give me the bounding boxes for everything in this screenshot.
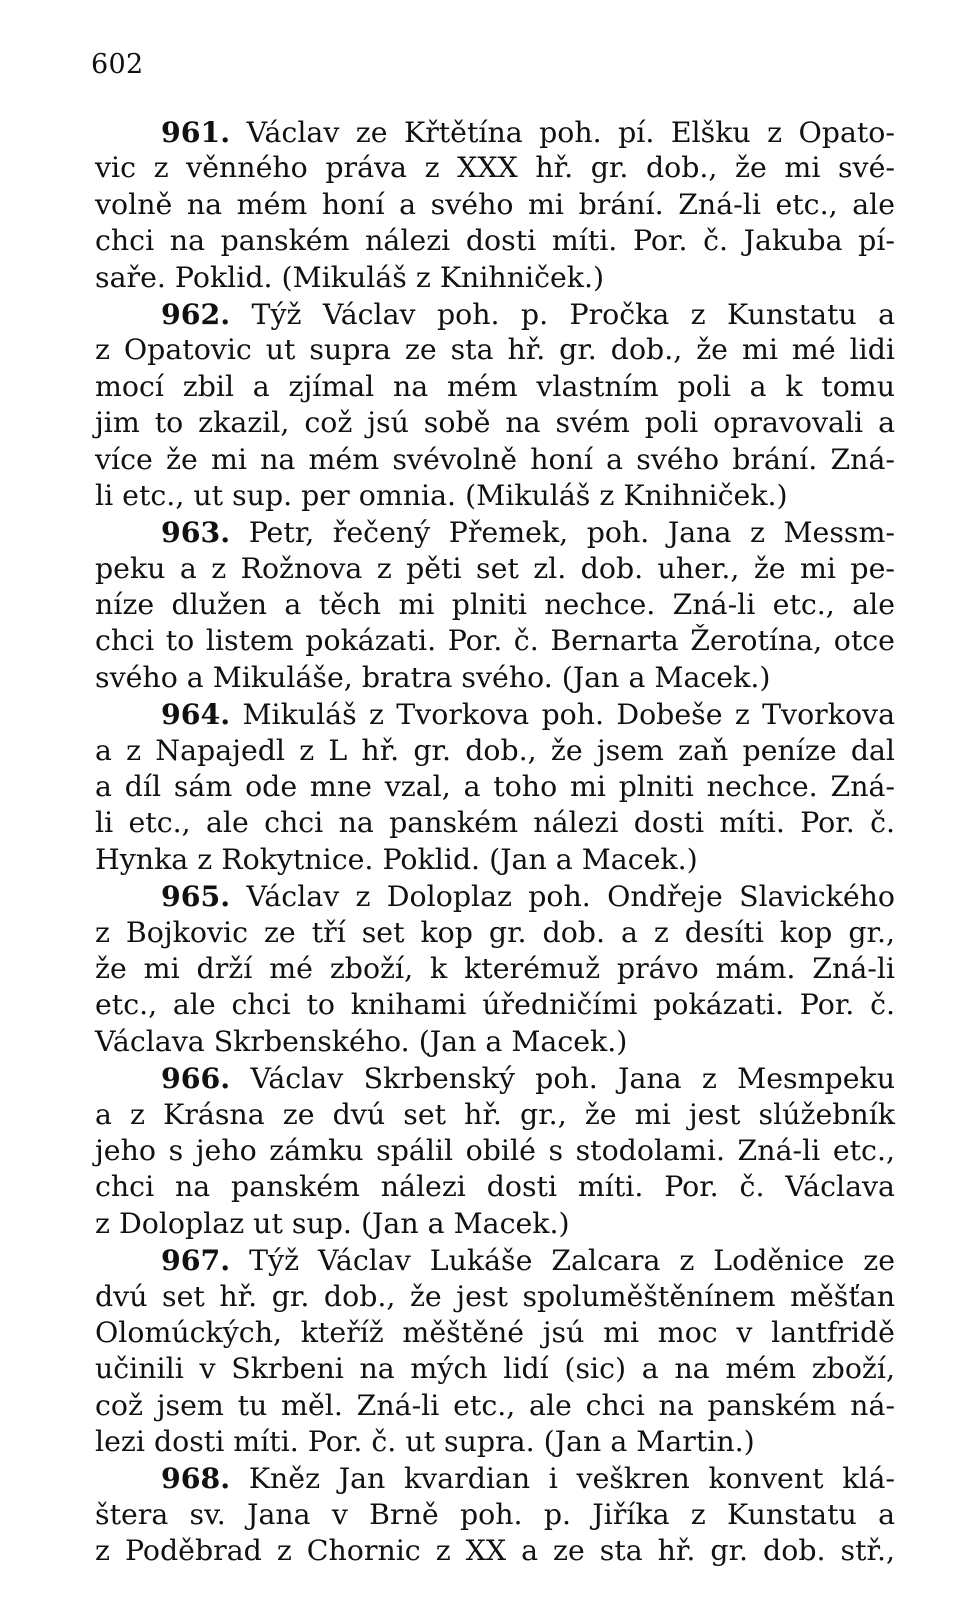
entry-number: 962.	[161, 296, 231, 331]
entry-line: volně na mém honí a svého mi brání. Zná-li etc., ale	[95, 187, 895, 221]
entry-line: učinili v Skrbeni na mých lidí (sic) a na mém zboží,	[95, 1352, 895, 1386]
entry-number: 964.	[161, 697, 231, 732]
entry-line: li etc., ut sup. per omnia. (Mikuláš z Knihniček.)	[95, 478, 788, 512]
entry-text: Kněz Jan kvardian i veškren konvent klá-	[248, 1462, 896, 1496]
entry-line: a díl sám ode mne vzal, a toho mi plniti nechce. Zná-	[95, 770, 895, 804]
entry-number: 967.	[161, 1243, 231, 1278]
entry-line: níze dlužen a těch mi plniti nechce. Zná-li etc., ale	[95, 588, 895, 622]
entry-line: chci na panském nálezi dosti míti. Por. č. Václava	[95, 1170, 895, 1204]
entry-line: jim to zkazil, což jsú sobě na svém poli opravovali a	[95, 406, 895, 440]
entry-line: dvú set hř. gr. dob., že jest spoluměštěnínem měšťan	[95, 1279, 895, 1313]
entry-number: 961.	[161, 115, 231, 149]
entry-line: a z Krásna ze dvú set hř. gr., že mi jest slúžebník	[95, 1097, 895, 1131]
entry-first-line	[95, 1460, 895, 1496]
entry-text: Václav z Doloplaz poh. Ondřeje Slavického	[246, 880, 895, 914]
entry-first-line	[95, 1060, 895, 1096]
entry-text: Václav ze Křtětína poh. pí. Elšku z Opato-	[246, 116, 895, 149]
entry-line: chci na panském nálezi dosti míti. Por. č. Jakuba pí-	[95, 224, 895, 258]
entry-line: jeho s jeho zámku spálil obilé s stodolami. Zná-li etc.,	[95, 1133, 895, 1167]
entry-line: saře. Poklid. (Mikuláš z Knihniček.)	[95, 260, 605, 294]
entry-line: mocí zbil a zjímal na mém vlastním poli a k tomu	[95, 369, 895, 403]
entry-line: štera sv. Jana v Brně poh. p. Jiříka z Kunstatu a	[95, 1497, 895, 1531]
entry-line: že mi drží mé zboží, k kterémuž právo mám. Zná-li	[95, 951, 895, 985]
entry-line: z Poděbrad z Chornic z XX a ze sta hř. gr. dob. stř.,	[95, 1534, 895, 1568]
entry-line: lezi dosti míti. Por. č. ut supra. (Jan a Martin.)	[95, 1425, 755, 1459]
entry-text: Petr, řečený Přemek, poh. Jana z Messm-	[248, 516, 895, 550]
entry-number: 968.	[161, 1461, 231, 1496]
entry-line: Hynka z Rokytnice. Poklid. (Jan a Macek.)	[95, 842, 698, 876]
entry-number: 963.	[161, 515, 231, 550]
text-block	[95, 114, 895, 1570]
entry-number: 965.	[161, 879, 231, 914]
entry-first-line	[95, 1242, 895, 1278]
entry-line: chci to listem pokázati. Por. č. Bernarta Žerotína, otce	[95, 624, 895, 658]
entry-number: 966.	[161, 1061, 231, 1096]
entry-text: Mikuláš z Tvorkova poh. Dobeše z Tvorkova	[242, 698, 895, 732]
entry-line: li etc., ale chci na panském nálezi dosti míti. Por. č.	[95, 806, 895, 840]
entry-first-line	[95, 114, 895, 150]
entry-text: Václav Skrbenský poh. Jana z Mesmpeku	[250, 1062, 895, 1096]
entry-first-line	[95, 696, 895, 732]
entry-line: vic z věnného práva z XXX hř. gr. dob., že mi své-	[95, 151, 895, 185]
entry-line: peku a z Rožnova z pěti set zl. dob. uher., že mi pe-	[95, 551, 895, 585]
entry-line: z Bojkovic ze tří set kop gr. dob. a z desíti kop gr.,	[95, 915, 895, 949]
entry-line: více že mi na mém svévolně honí a svého brání. Zná-	[95, 442, 895, 476]
entry-line: z Opatovic ut supra ze sta hř. gr. dob., že mi mé lidi	[95, 333, 895, 367]
entry-line: a z Napajedl z L hř. gr. dob., že jsem zaň peníze dal	[95, 733, 895, 767]
entry-line: svého a Mikuláše, bratra svého. (Jan a Macek.)	[95, 660, 771, 694]
entry-line: Václava Skrbenského. (Jan a Macek.)	[95, 1024, 628, 1058]
entry-text: Týž Václav poh. p. Pročka z Kunstatu a	[251, 297, 895, 331]
page-number: 602	[91, 49, 144, 80]
entry-first-line	[95, 878, 895, 914]
entry-line: což jsem tu měl. Zná-li etc., ale chci na panském ná-	[95, 1388, 895, 1422]
entry-text: Týž Václav Lukáše Zalcara z Loděnice ze	[249, 1244, 895, 1278]
entry-first-line	[95, 296, 895, 332]
entry-first-line	[95, 514, 895, 550]
entry-line: etc., ale chci to knihami úředničími pokázati. Por. č.	[95, 988, 895, 1022]
entry-line: Olomúckých, kteříž měštěné jsú mi moc v lantfridě	[95, 1315, 895, 1349]
entry-line: z Doloplaz ut sup. (Jan a Macek.)	[95, 1206, 570, 1240]
